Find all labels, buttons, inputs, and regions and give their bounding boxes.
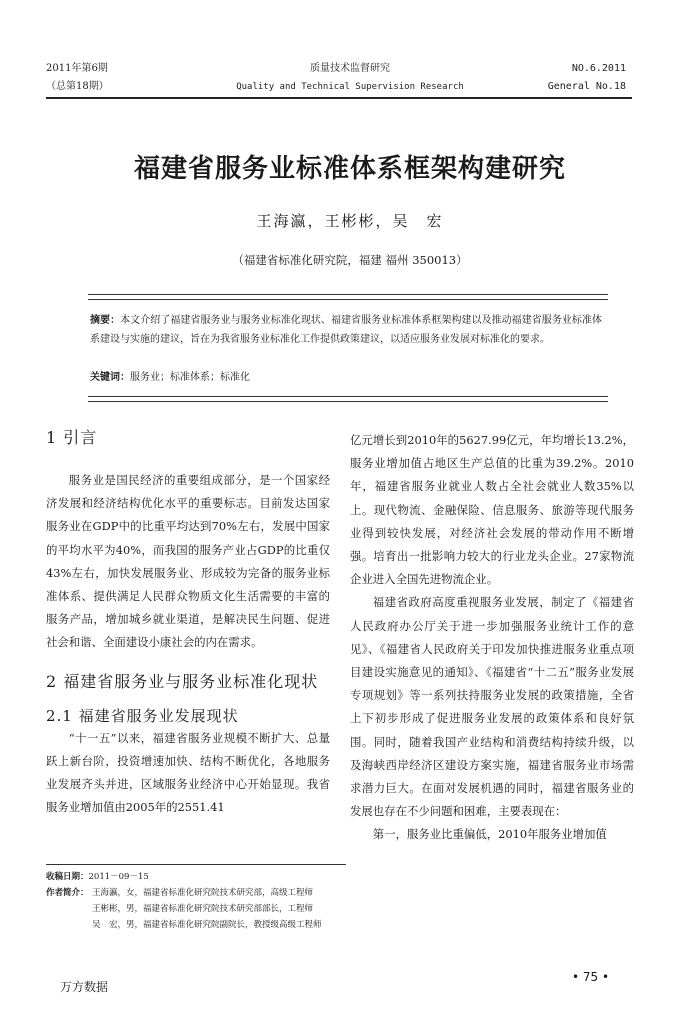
abstract-bottom-rule (88, 396, 608, 402)
footnote-rule (46, 864, 346, 865)
abstract (90, 311, 602, 349)
section-2-heading: 2 福建省服务业与服务业标准化现状 (46, 671, 319, 691)
journal-title-en: Quality and Technical Supervision Research (236, 82, 464, 92)
journal-title-cn: 质量技术监督研究 (310, 63, 390, 74)
section-2-1-paragraph-1-part-1: “十一五”以来，福建省服务业规模不断扩大、总量跃上新台阶，投资增速加快、结构不断优化，各地服务业发展齐头并进，区域服务业经济中心开始显现。我省服务业增加值由2005年的2551.41 (46, 730, 330, 815)
issue-number: NO.6.2011 (571, 63, 626, 74)
received-date (46, 870, 149, 885)
author-bio-line: 吴 宏，男，福建省标准化研究院副院长，教授级高级工程师 (92, 920, 322, 930)
keywords (90, 368, 602, 387)
received-value: 2011－09－15 (88, 872, 149, 882)
author-bio-label: 作者简介： (46, 888, 89, 898)
article-title: 福建省服务业标准体系框架构建研究 (133, 154, 566, 184)
source-watermark: 万方数据 (60, 980, 109, 994)
abstract-top-rule (88, 294, 608, 300)
right-column (350, 429, 634, 847)
abstract-label: 摘要： (90, 315, 121, 326)
section-2-1-paragraph-1-part-2: 亿元增长到2010年的5627.99亿元，年均增长13.2%，服务业增加值占地区生产总值的比重为39.2%。2010年，福建省服务业就业人数占全社会就业人数35%以上。现代物流、金融保险、信息服务、旅游等现代服务业得到较快发展，对经济社会发展的带动作用不断增强。培育出一批影响力较大的行业龙头企业。27家物流企业进入全国先进物流企业。 (350, 433, 634, 587)
author-bio-line: 王彬彬，男，福建省标准化研究院技术研究部部长，工程师 (92, 904, 314, 914)
keywords-text: 服务业；标准体系；标准化 (130, 372, 250, 383)
section-1-heading: 1 引言 (46, 428, 98, 447)
issue-label: 2011年第6期 (46, 63, 108, 74)
abstract-text: 本文介绍了福建省服务业与服务业标准化现状、福建省服务业标准体系框架构建以及推动福建省服务业标准体系建设与实施的建议，旨在为我省服务业标准化工作提供政策建议，以适应服务业发展对标准化的要求。 (90, 315, 603, 345)
section-2-1-paragraph-2: 福建省政府高度重视服务业发展，制定了《福建省人民政府办公厅关于进一步加强服务业统计工作的意见》、《福建省人民政府关于印发加快推进服务业重点项目建设实施意见的通知》、《福建省“十二五”服务业发展专项规划》等一系列扶持服务业发展的政策措施，全省上下初步形成了促进服务业发展的政策体系和良好氛围。同时，随着我国产业结构和消费结构持续升级，以及海峡西岸经济区建设方案实施，福建省服务业市场需求潜力巨大。在面对发展机遇的同时，福建省服务业的发展也存在不少问题和困难，主要表现在： (350, 595, 634, 819)
section-2-1-heading: 2.1 福建省服务业发展现状 (46, 706, 239, 725)
author-bio-line: 王海瀛，女，福建省标准化研究院技术研究部，高级工程师 (92, 888, 314, 898)
general-number: General No.18 (547, 81, 626, 92)
page-number: • 75 • (572, 970, 610, 984)
section-1-paragraph: 服务业是国民经济的重要组成部分，是一个国家经济发展和经济结构优化水平的重要标志。目前发达国家服务业在GDP中的比重平均达到70%左右，发展中国家的平均水平为40%，而我国的服务产业占GDP的比重仅43%左右，加快发展服务业、形成较为完备的服务业标准体系、提供满足人民群众物质文化生活需要的丰富的服务产品，增加城乡就业渠道，是解决民生问题、促进社会和谐、全面建设小康社会的内在需求。 (46, 473, 330, 650)
header-rule (46, 97, 632, 99)
keywords-label: 关键词： (90, 372, 130, 383)
section-2-1-paragraph-3: 第一，服务业比重偏低，2010年服务业增加值 (372, 827, 607, 842)
received-label: 收稿日期： (46, 872, 89, 882)
left-column (46, 425, 330, 819)
article-authors: 王海瀛，王彬彬，吴 宏 (256, 212, 444, 230)
total-issue-label: （总第18期） (46, 81, 109, 92)
article-affiliation: （福建省标准化研究院，福建 福州 350013） (232, 253, 468, 267)
